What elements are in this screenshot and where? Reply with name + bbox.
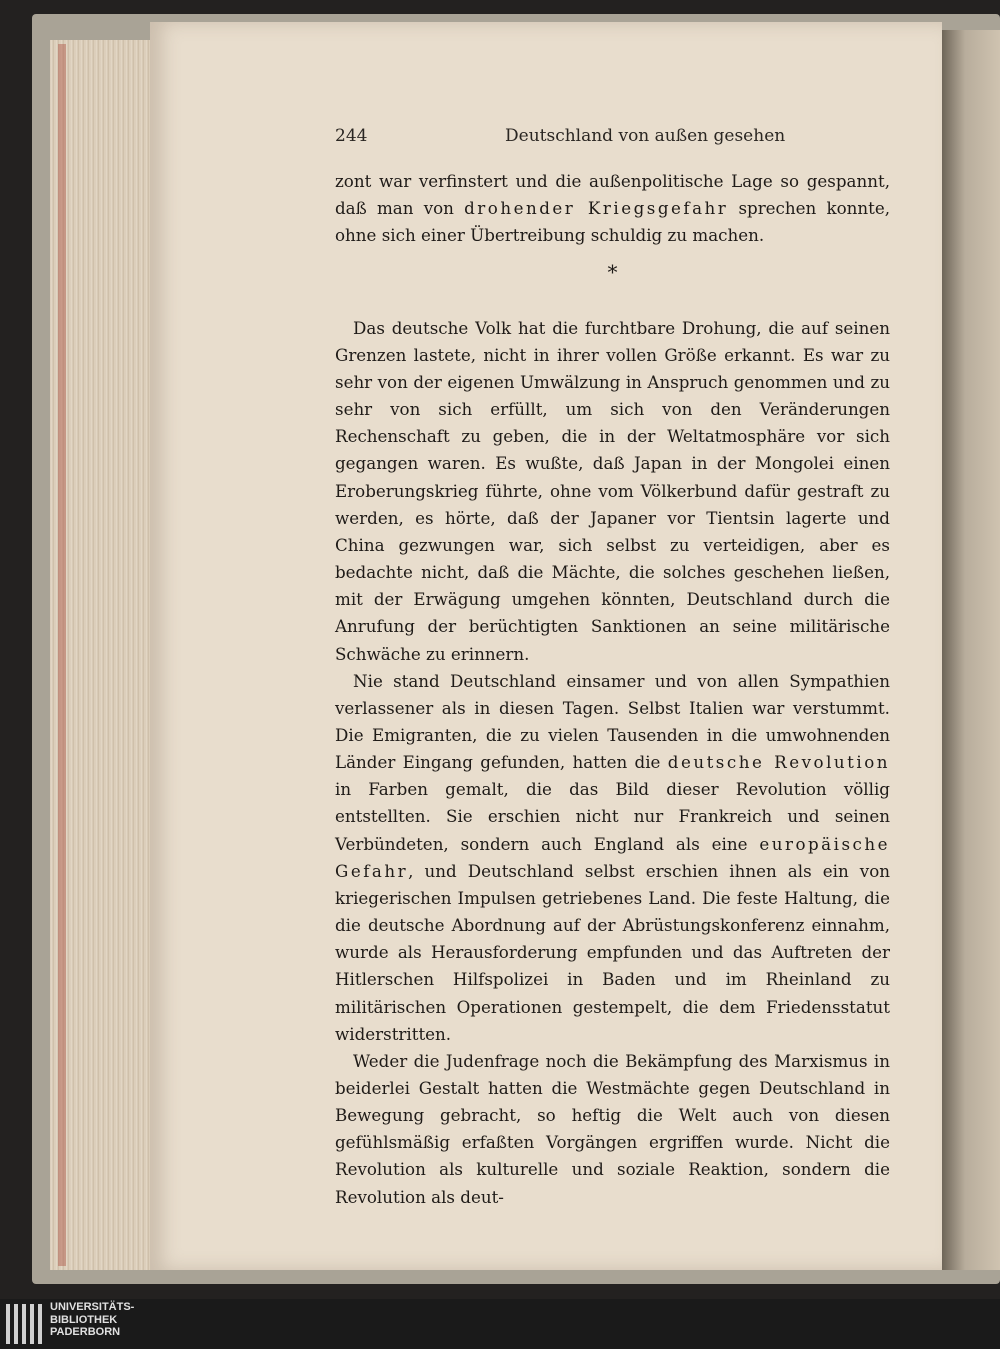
book-gutter bbox=[942, 30, 1000, 1270]
spaced-emphasis: europäische Gefahr bbox=[335, 833, 890, 881]
section-separator: * bbox=[607, 260, 618, 285]
text-run: Weder die Judenfrage noch die Bekämpfung des Marxismus in beiderlei Gestalt hatten die Westmächte gegen Deutschland in Bewegung gebracht, so heftig die Welt auch von diesen gefühlsmäßig erfaßten Vorgängen ergriffen wurde. Nicht die Revolution als kulturelle und soziale Reaktion, sondern die Revolution als deut- bbox=[335, 1050, 890, 1207]
page-stack-red-edge bbox=[58, 44, 66, 1266]
body-text bbox=[335, 168, 890, 1211]
spaced-emphasis: deutsche Revolution bbox=[667, 752, 890, 773]
text-run: zont war verfinstert und die außenpolitische Lage so gespannt, daß man von bbox=[335, 171, 890, 219]
running-head bbox=[335, 126, 890, 154]
text-run: Das deutsche Volk hat die furchtbare Drohung, die auf seinen Grenzen lastete, nicht in ihrer vollen Größe erkannt. Es war zu sehr von der eigenen Umwälzung in Anspruch genommen und zu sehr von sich erfüllt, um sich von den Veränderungen Rechenschaft zu geben, die in der Weltatmosphäre vor sich gegangen waren. Es wußte, daß Japan in der Mongolei einen Eroberungskrieg führte, ohne vom Völkerbund dafür gestraft zu werden, es hörte, daß der Japaner vor Tientsin lagerte und China gezwungen war, sich selbst zu verteidigen, aber es bedachte nicht, daß die Mächte, die solches geschehen ließen, mit der Erwägung umgehen könnten, Deutschland durch die Anrufung der berüchtigten Sanktionen an seine militärische Schwäche zu erinnern. bbox=[335, 317, 890, 664]
library-logo-icon bbox=[6, 1304, 46, 1344]
text-run: in Farben gemalt, die das Bild dieser Revolution völlig entstellten. Sie erschien nicht nur Frankreich und seinen Verbündeten, sondern auch England als eine bbox=[335, 779, 890, 854]
text-run: Nie stand Deutschland einsamer und von allen Sympathien verlassener als in diesen Tagen. Selbst Italien war verstummt. Die Emigranten, die zu vielen Tausenden in die umwohnenden Länder Eingang gefunden, hatten die bbox=[335, 670, 890, 773]
footer-bar bbox=[0, 1299, 1000, 1349]
paragraph bbox=[335, 315, 890, 668]
paragraph bbox=[335, 1048, 890, 1211]
library-name bbox=[50, 1301, 134, 1339]
paragraph bbox=[335, 168, 890, 249]
page-number: 244 bbox=[335, 126, 368, 146]
library-name-line: PADERBORN bbox=[50, 1326, 121, 1338]
running-title: Deutschland von außen gesehen bbox=[505, 126, 786, 146]
library-name-line: UNIVERSITÄTS- bbox=[50, 1301, 135, 1313]
library-name-line: BIBLIOTHEK bbox=[50, 1313, 118, 1326]
paragraph bbox=[335, 668, 890, 1048]
text-run: , und Deutschland selbst erschien ihnen als ein von kriegerischen Impulsen getriebenes Land. Die feste Haltung, die die deutsche Abordnung auf der Abrüstungskonferenz einnahm, wurde als Herausforderung empfunden und das Auftreten der Hitlerschen Hilfspolizei in Baden und im Rheinland zu militärischen Operationen gestempelt, die dem Friedensstatut widerstritten. bbox=[335, 860, 890, 1044]
text-run: sprechen konnte, ohne sich einer Übertreibung schuldig zu machen. bbox=[335, 198, 891, 246]
spaced-emphasis: drohender Kriegsgefahr bbox=[464, 198, 729, 219]
